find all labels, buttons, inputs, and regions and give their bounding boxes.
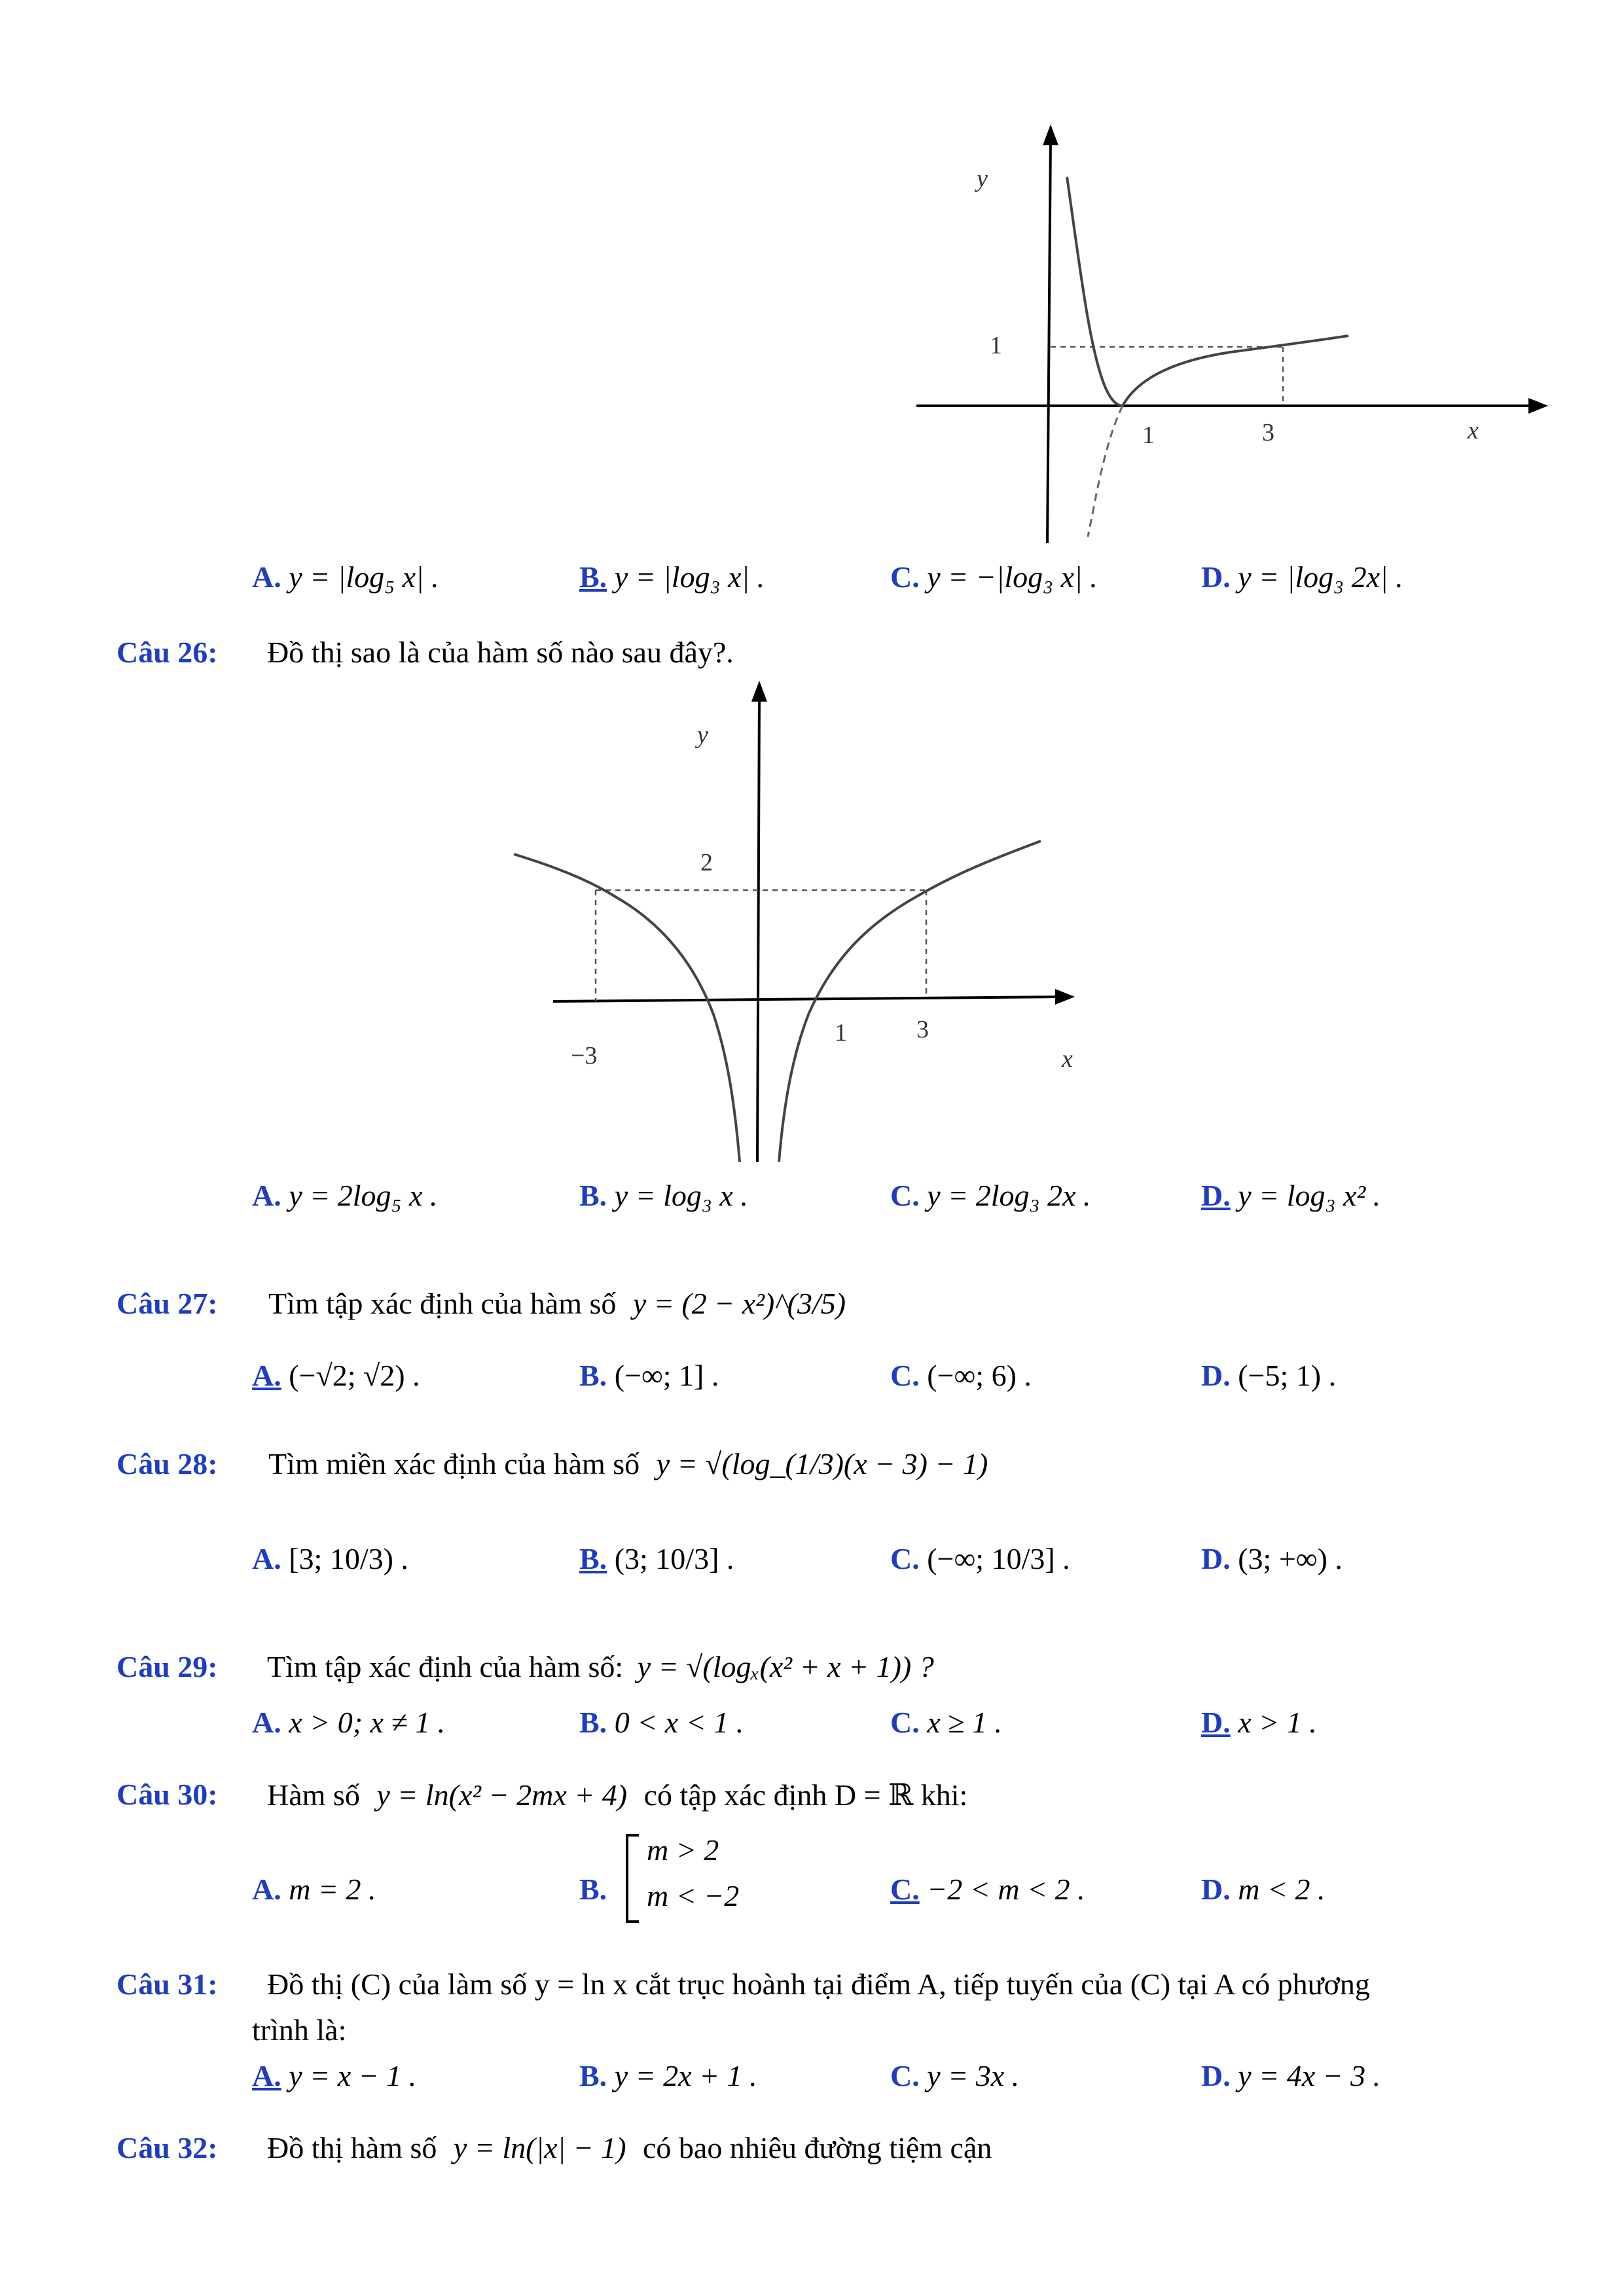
option-text: m < 2 . bbox=[1238, 1873, 1326, 1906]
q29-option-a[interactable] bbox=[252, 1705, 445, 1740]
x-axis-arrow-icon bbox=[1528, 398, 1548, 414]
q27-option-a[interactable] bbox=[252, 1358, 420, 1393]
graph2-y-label: y bbox=[697, 721, 708, 749]
option-b-top: m > 2 bbox=[647, 1833, 719, 1867]
option-text: (−√2; √2) . bbox=[289, 1359, 420, 1392]
option-text: y = x − 1 . bbox=[289, 2059, 417, 2092]
q30-option-a[interactable] bbox=[252, 1872, 376, 1907]
q28-option-d[interactable] bbox=[1201, 1541, 1343, 1576]
option-text: y = log₃ x . bbox=[614, 1179, 748, 1212]
graph2-tick-1: 1 bbox=[835, 1019, 847, 1047]
curve-right-branch bbox=[779, 841, 1041, 1162]
q25-option-d[interactable] bbox=[1201, 560, 1403, 594]
option-label: A. bbox=[252, 1179, 281, 1212]
q30-number: Câu 30: bbox=[117, 1778, 218, 1811]
q30-question: Hàm số y = ln(x² − 2mx + 4) có tập xác định D = ℝ khi: bbox=[267, 1778, 968, 1812]
option-label: A. bbox=[252, 1359, 281, 1392]
graph2-tick-3: 3 bbox=[916, 1016, 929, 1043]
option-text: (−∞; 10/3] . bbox=[927, 1542, 1070, 1575]
option-text: y = 4x − 3 . bbox=[1238, 2059, 1381, 2092]
q32-question: Đồ thị hàm số y = ln(|x| − 1) có bao nhiêu đường tiệm cận bbox=[267, 2131, 992, 2164]
q31-option-b[interactable] bbox=[579, 2058, 757, 2093]
q31-number: Câu 31: bbox=[117, 1967, 218, 2001]
q30-formula: y = ln(x² − 2mx + 4) bbox=[376, 1778, 628, 1812]
q28-question: Tìm miền xác định của hàm số y = √(log_(1/3)(x − 3) − 1) bbox=[268, 1447, 988, 1480]
option-text: −2 < m < 2 . bbox=[927, 1873, 1085, 1906]
q28-formula: y = √(log_(1/3)(x − 3) − 1) bbox=[656, 1447, 988, 1480]
q26-option-a[interactable] bbox=[252, 1178, 437, 1213]
option-text: (−5; 1) . bbox=[1238, 1359, 1337, 1392]
option-text: x > 0; x ≠ 1 . bbox=[289, 1706, 446, 1739]
curve-branch-left bbox=[1067, 177, 1123, 406]
q30-option-d[interactable] bbox=[1201, 1872, 1326, 1907]
graph-q25 bbox=[903, 118, 1558, 550]
q27-question: Tìm tập xác định của hàm số y = (2 − x²)^(3/5) bbox=[268, 1287, 846, 1320]
option-label: D. bbox=[1201, 1706, 1231, 1739]
option-label: D. bbox=[1201, 1873, 1231, 1906]
option-label: C. bbox=[890, 1179, 920, 1212]
q26-option-b[interactable] bbox=[579, 1178, 748, 1213]
q31-question-line2: trình là: bbox=[252, 2013, 347, 2047]
option-label: B. bbox=[579, 560, 607, 594]
option-text: y = 3x . bbox=[927, 2059, 1020, 2092]
graph2-x-label: x bbox=[1062, 1045, 1073, 1073]
q29-number: Câu 29: bbox=[117, 1650, 218, 1683]
option-label: A. bbox=[252, 1542, 281, 1575]
option-text: y = |log₃ x| . bbox=[614, 560, 765, 594]
q29-question: Tìm tập xác định của hàm số: y = √(logₓ(x² + x + 1)) ? bbox=[267, 1650, 934, 1683]
graph1-tick-x1: 1 bbox=[1142, 422, 1155, 449]
option-text: [3; 10/3) . bbox=[289, 1542, 408, 1575]
y-axis bbox=[1047, 137, 1051, 543]
option-label: D. bbox=[1201, 560, 1231, 594]
q27-option-b[interactable] bbox=[579, 1358, 719, 1393]
q27-option-d[interactable] bbox=[1201, 1358, 1336, 1393]
option-label: A. bbox=[252, 1706, 281, 1739]
q30-option-b-bracket bbox=[622, 1833, 740, 1924]
option-text: (3; 10/3] . bbox=[614, 1542, 734, 1575]
q32-number: Câu 32: bbox=[117, 2131, 218, 2164]
option-label: B. bbox=[579, 1542, 607, 1575]
q29-option-b[interactable] bbox=[579, 1705, 744, 1740]
option-label: C. bbox=[890, 560, 920, 594]
option-text: y = 2log₅ x . bbox=[289, 1179, 438, 1212]
q25-option-c[interactable] bbox=[890, 560, 1098, 594]
option-text: y = 2x + 1 . bbox=[614, 2059, 757, 2092]
option-label: B. bbox=[579, 1179, 607, 1212]
q28-option-c[interactable] bbox=[890, 1541, 1070, 1576]
option-label: A. bbox=[252, 1873, 281, 1906]
q28-number: Câu 28: bbox=[117, 1447, 218, 1480]
graph2-tick-y2: 2 bbox=[700, 849, 713, 876]
y-axis bbox=[757, 694, 759, 1162]
y-axis-arrow-icon bbox=[1043, 124, 1058, 145]
q25-option-b[interactable] bbox=[579, 560, 765, 594]
option-label: D. bbox=[1201, 1179, 1231, 1212]
q31-question-line1: Đồ thị (C) của làm số y = ln x cắt trục hoành tại điểm A, tiếp tuyến của (C) tại A có phương bbox=[267, 1967, 1370, 2001]
option-text: x ≥ 1 . bbox=[927, 1706, 1002, 1739]
curve-branch-right bbox=[1123, 336, 1348, 406]
graph1-y-label: y bbox=[977, 165, 988, 192]
option-text: y = log₃ x² . bbox=[1238, 1179, 1381, 1212]
option-label: C. bbox=[890, 1706, 920, 1739]
graph1-x-label: x bbox=[1468, 417, 1479, 444]
q29-option-d[interactable] bbox=[1201, 1705, 1317, 1740]
q31-option-a[interactable] bbox=[252, 2058, 416, 2093]
option-text: x > 1 . bbox=[1238, 1706, 1317, 1739]
graph1-tick-y1: 1 bbox=[990, 332, 1002, 359]
q26-option-d[interactable] bbox=[1201, 1178, 1380, 1213]
q28-option-b[interactable] bbox=[579, 1541, 734, 1576]
x-axis-arrow-icon bbox=[1055, 989, 1075, 1005]
option-text: m = 2 . bbox=[289, 1873, 376, 1906]
q26-option-c[interactable] bbox=[890, 1178, 1091, 1213]
option-label: B. bbox=[579, 2059, 607, 2092]
option-text: (−∞; 6) . bbox=[927, 1359, 1032, 1392]
option-text: y = |log₃ 2x| . bbox=[1238, 560, 1403, 594]
option-text: y = |log₅ x| . bbox=[289, 560, 439, 594]
option-label: C. bbox=[890, 1542, 920, 1575]
option-label: D. bbox=[1201, 2059, 1231, 2092]
bracket-icon bbox=[622, 1833, 641, 1924]
x-axis bbox=[553, 997, 1060, 1001]
curve-dashed-reflection bbox=[1088, 406, 1123, 537]
y-axis-arrow-icon bbox=[751, 681, 767, 702]
option-text: (3; +∞) . bbox=[1238, 1542, 1343, 1575]
graph-q26 bbox=[497, 674, 1087, 1172]
q27-option-c[interactable] bbox=[890, 1358, 1032, 1393]
curve-left-branch bbox=[514, 854, 740, 1162]
q25-option-a[interactable] bbox=[252, 560, 439, 594]
option-label: B. bbox=[579, 1873, 607, 1906]
q27-formula: y = (2 − x²)^(3/5) bbox=[632, 1287, 846, 1320]
option-text: 0 < x < 1 . bbox=[614, 1706, 744, 1739]
q31-option-d[interactable] bbox=[1201, 2058, 1380, 2093]
q31-option-c[interactable] bbox=[890, 2058, 1019, 2093]
option-label: D. bbox=[1201, 1359, 1231, 1392]
q29-formula: y = √(logₓ(x² + x + 1)) ? bbox=[637, 1650, 934, 1683]
q26-number: Câu 26: bbox=[117, 636, 218, 669]
q27-number: Câu 27: bbox=[117, 1287, 218, 1320]
option-text: y = 2log₃ 2x . bbox=[927, 1179, 1091, 1212]
q28-option-a[interactable] bbox=[252, 1541, 408, 1576]
q32-formula: y = ln(|x| − 1) bbox=[453, 2131, 626, 2164]
option-label: A. bbox=[252, 560, 281, 594]
graph2-tick-neg3: −3 bbox=[571, 1042, 598, 1069]
option-text: (−∞; 1] . bbox=[614, 1359, 719, 1392]
q26-question: Đồ thị sao là của hàm số nào sau đây?. bbox=[267, 636, 734, 669]
q29-option-c[interactable] bbox=[890, 1705, 1002, 1740]
option-label: D. bbox=[1201, 1542, 1231, 1575]
option-label: A. bbox=[252, 2059, 281, 2092]
option-label: C. bbox=[890, 1873, 920, 1906]
graph1-tick-x3: 3 bbox=[1262, 419, 1274, 446]
option-label: B. bbox=[579, 1359, 607, 1392]
q30-option-c[interactable] bbox=[890, 1872, 1085, 1907]
q30-option-b[interactable] bbox=[579, 1872, 607, 1907]
option-label: B. bbox=[579, 1706, 607, 1739]
option-label: C. bbox=[890, 2059, 920, 2092]
option-label: C. bbox=[890, 1359, 920, 1392]
option-text: y = −|log₃ x| . bbox=[927, 560, 1098, 594]
option-b-bottom: m < −2 bbox=[647, 1879, 740, 1912]
